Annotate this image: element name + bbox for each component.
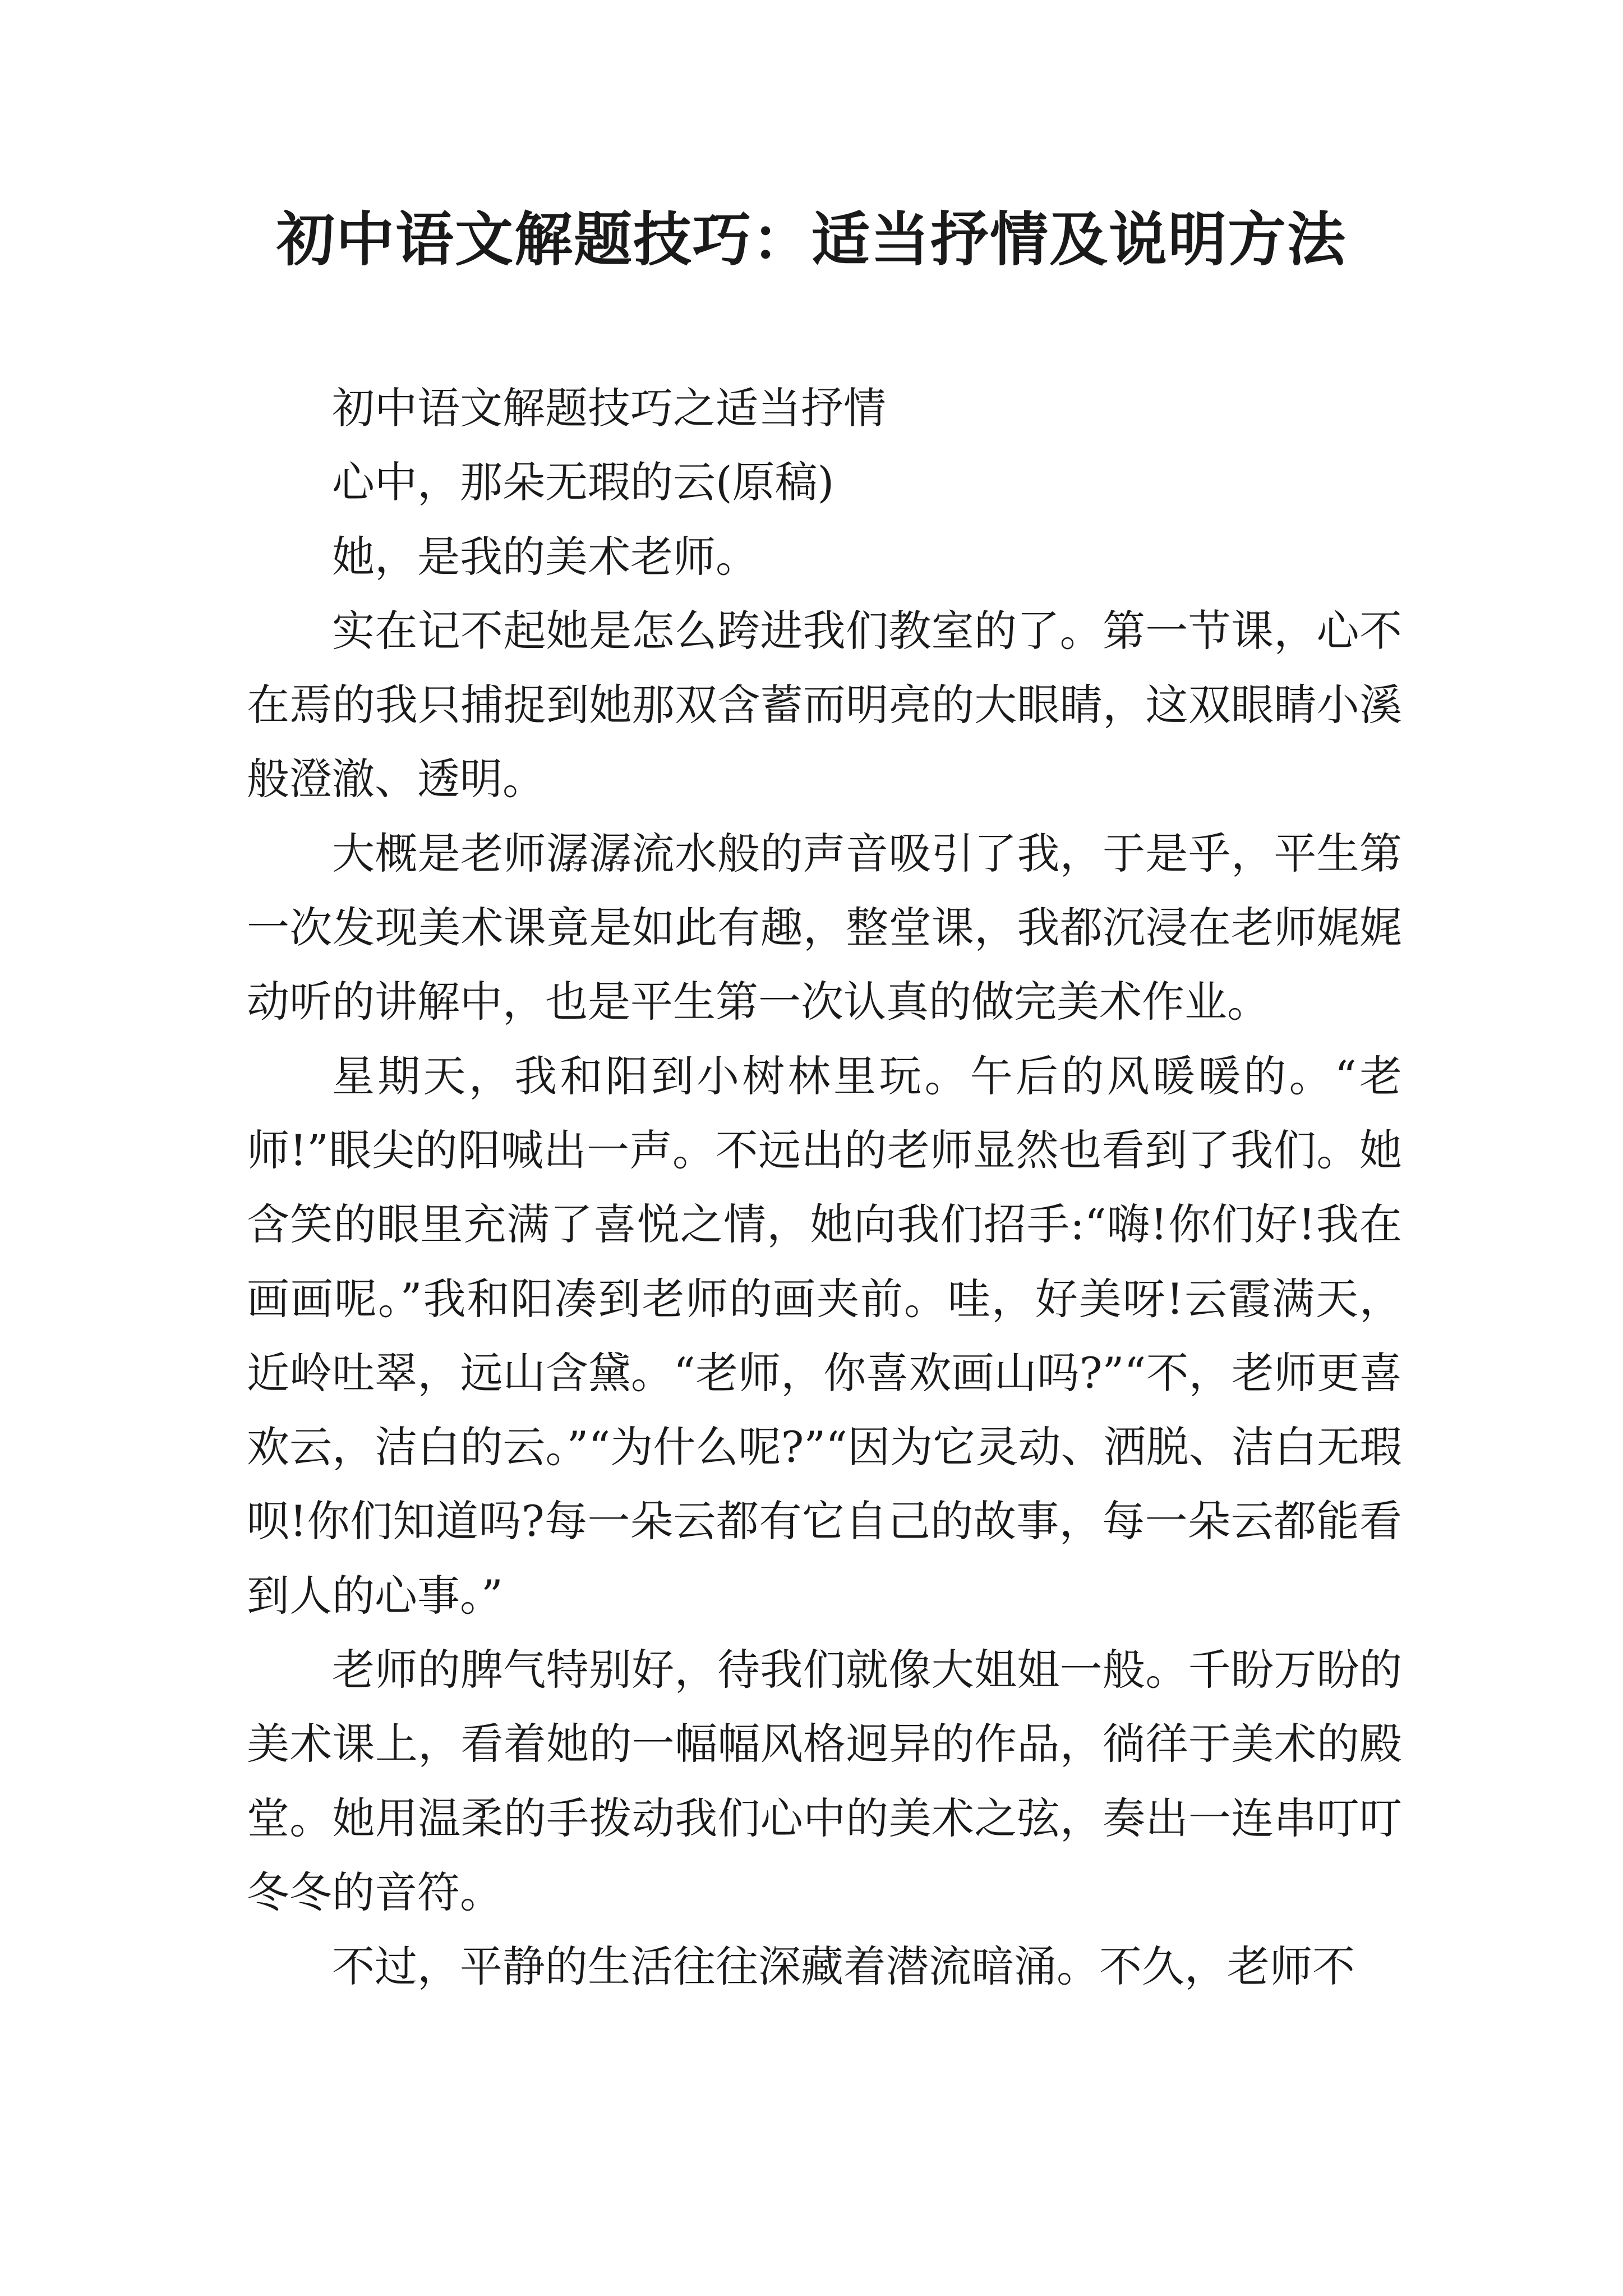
paragraph: 实在记不起她是怎么跨进我们教室的了。第一节课，心不在焉的我只捕捉到她那双含蓄而明亮的大眼睛，这双眼睛小溪般澄澈、透明。: [247, 605, 1402, 804]
paragraph: 老师的脾气特别好，待我们就像大姐姐一般。千盼万盼的美术课上，看着她的一幅幅风格迥异的作品，徜徉于美术的殿堂。她用温柔的手拨动我们心中的美术之弦，奏出一连串叮叮冬冬的音符。: [247, 1645, 1402, 1917]
paragraph: 不过，平静的生活往往深藏着潜流暗涌。不久，老师不: [332, 1941, 1355, 1992]
paragraph: 心中，那朵无瑕的云(原稿): [332, 457, 834, 508]
document-title: 初中语文解题技巧：适当抒情及说明方法: [276, 205, 1347, 274]
document-body: [247, 371, 1402, 2004]
paragraph: 大概是老师潺潺流水般的声音吸引了我，于是乎，平生第一次发现美术课竟是如此有趣，整堂课，我都沉浸在老师娓娓动听的讲解中，也是平生第一次认真的做完美术作业。: [247, 828, 1402, 1027]
paragraph: 初中语文解题技巧之适当抒情: [332, 383, 886, 433]
paragraph: 她，是我的美术老师。: [332, 531, 758, 582]
paragraph: 星期天，我和阳到小树林里玩。午后的风暖暖的。“老师!”眼尖的阳喊出一声。不远出的老师显然也看到了我们。她含笑的眼里充满了喜悦之情，她向我们招手:“嗨!你们好!我在画画呢。”我和阳凑到老师的画夹前。哇，好美呀!云霞满天，近岭吐翠，远山含黛。“老师，你喜欢画山吗?”“不，老师更喜欢云，洁白的云。”“为什么呢?”“因为它灵动、洒脱、洁白无瑕呗!你们知道吗?每一朵云都有它自己的故事，每一朵云都能看到人的心事。”: [247, 1051, 1402, 1621]
